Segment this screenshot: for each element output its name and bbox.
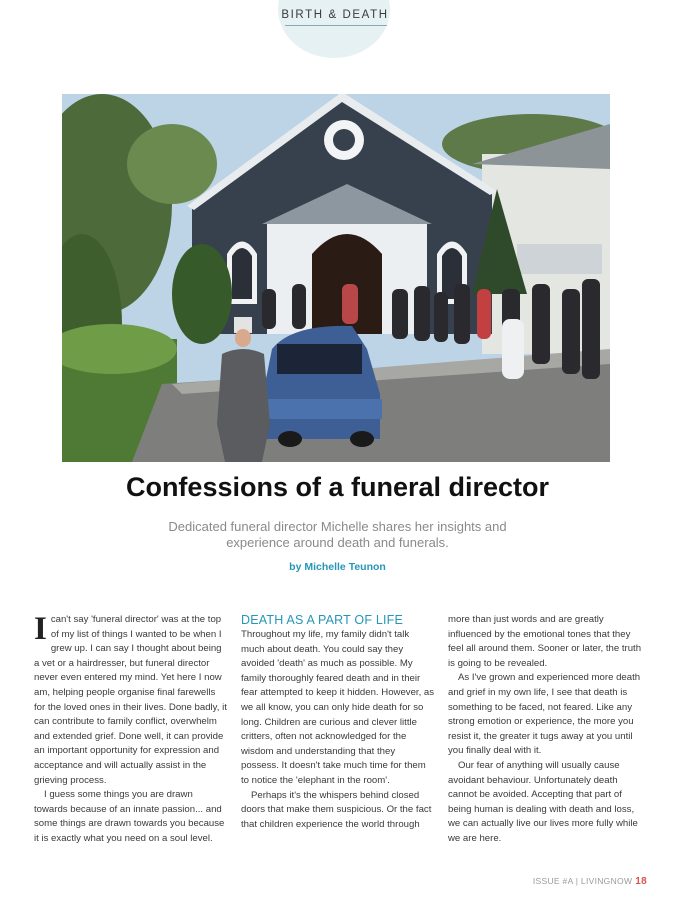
body-column-1 (34, 613, 228, 847)
article-title: Confessions of a funeral director (125, 472, 550, 502)
section-subhead: DEATH AS A PART OF LIFE (241, 613, 404, 627)
funeral-chapel-photo (62, 94, 610, 462)
paragraph: As I've grown and experienced more death and grief in my own life, I see that death is something to be faced, not feared. Like any strong emotion or experience, the more you resist it, the greater it tugs away at you until you finally deal with it. (448, 672, 641, 757)
paragraph: Perhaps it's the whispers behind closed doors that make them suspicious. Or the fact that children experience the world through (241, 789, 432, 830)
page-number: 18 (635, 876, 647, 887)
body-column-2 (241, 613, 435, 832)
drop-cap: I (34, 611, 47, 647)
paragraph: Throughout my life, my family didn't talk much about death. You could say they avoided 'death' as much as possible. My family thoroughly feared death and in their fear attempted to keep it hidden. However, as we all know, you can only hide death for so long. Children are curious and clever little critters, often not acknowledged for the wisdom and understanding that they possess. It doesn't take much time for them to notice the 'elephant in the room'. (241, 629, 435, 786)
section-tag: BIRTH & DEATH (281, 9, 389, 21)
article-byline: by Michelle Teunon (289, 561, 386, 573)
page-footer (533, 876, 647, 887)
body-column-3 (448, 613, 642, 847)
article-standfirst: Dedicated funeral director Michelle shares her insights and experience around death and funerals. (168, 519, 507, 550)
paragraph: Our fear of anything will usually cause avoidant behaviour. Unfortunately death cannot be avoided. Accepting that part of being human is dealing with death and loss, we can actually live our lives more fully while we are here. (448, 759, 638, 844)
paragraph: I guess some things you are drawn towards because of an innate passion... and some things are drawn towards you because it is exactly what you need on a soul level. (34, 789, 225, 844)
section-tag-underline (285, 25, 387, 26)
paragraph-text: can't say 'funeral director' was at the top of my list of things I wanted to be when I grew up. I can say I thought about being a vet or a hairdresser, but funeral director never even entered my mind. Yet here I now am, helping people organise final farewells for the loved ones in their lives. Done badly, it can contribute to family conflict, overwhelm and extended grief. Done well, it can provide an important opportunity for expression and acceptance and will actually assist in the grieving process. (34, 614, 227, 786)
issue-label: ISSUE #A | LIVINGNOW (532, 876, 633, 886)
paragraph: more than just words and are greatly influenced by the emotional tones that they feel all around them. Sooner or later, the truth is going to be revealed. (448, 614, 642, 669)
paragraph (34, 613, 228, 788)
